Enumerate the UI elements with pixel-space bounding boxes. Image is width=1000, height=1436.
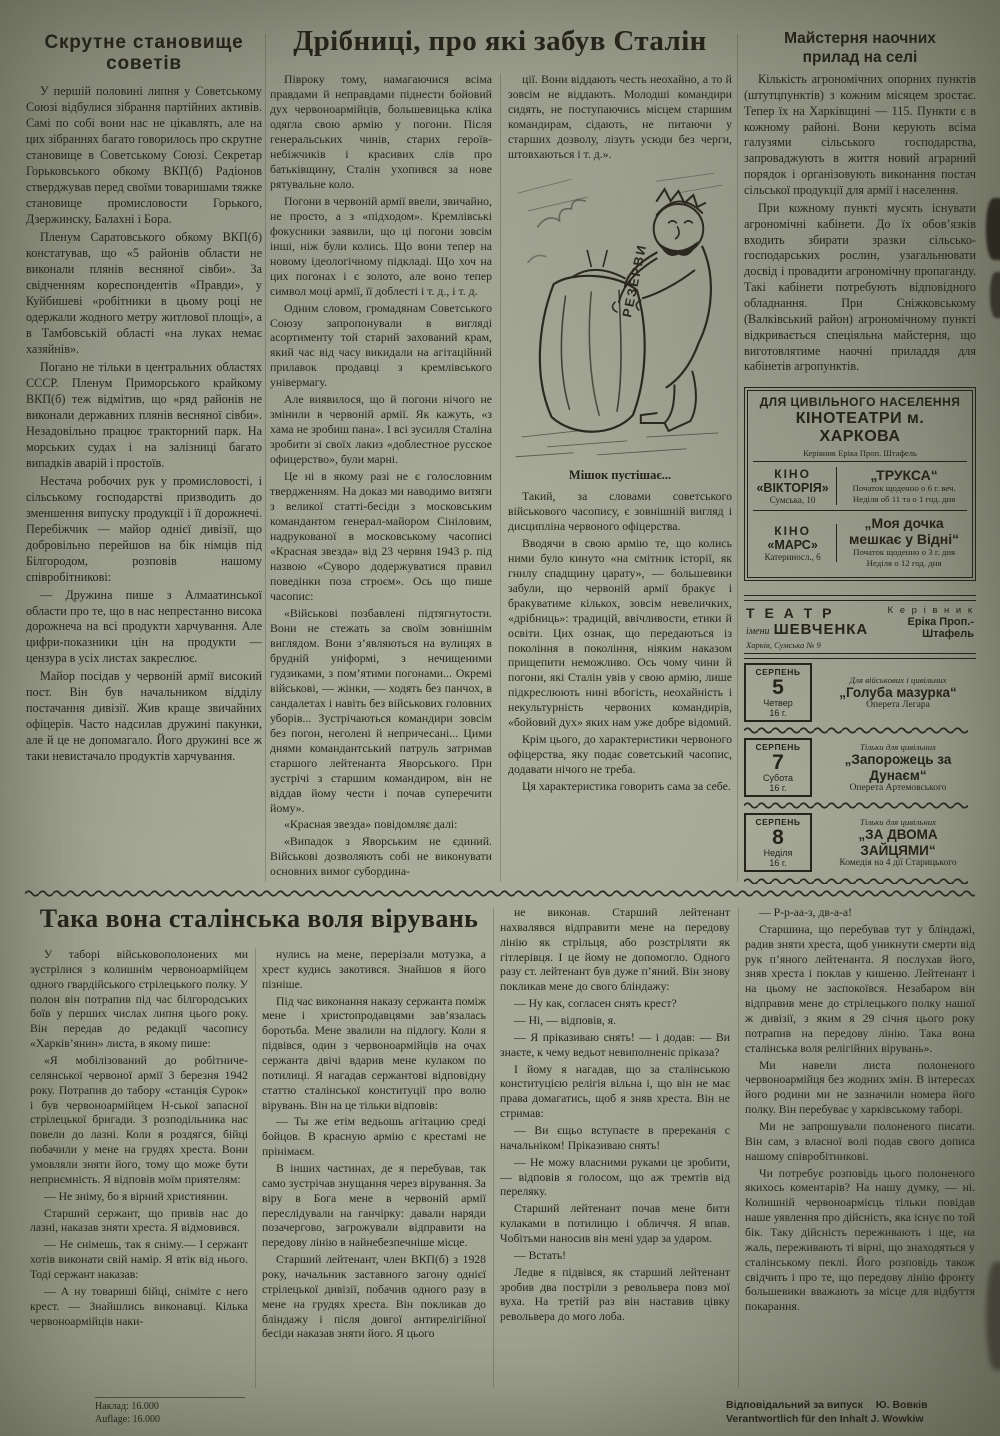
paragraph: — А ну товариші бійці, сніміте с него крест. — Знайшлись виконавці. Кілька червоноармійців наки- (30, 1284, 248, 1328)
paragraph: — Ні, — відповів, я. (514, 1014, 616, 1028)
show-date-box (744, 813, 812, 872)
paragraph: «Військові позбавлені підтягнутости. Вони не стежать за своїм зовнішнім виглядом. Вони з’являються на вулицях в брудній уніформі, з нечищеними гудзиками, з пом’ятими погонами... Окремі військові, — жінки, — ходять без панчох, в сандалетах і навіть без військових головних уборів... Зустрічаються командири зовсім без погон, неголені й непричесані... Цими днями командантський патруль затримав старшого лейтенанта Яворського. При зустрічі з старшим командиром, він не віддав йому чести і почав суперечити йому». (270, 605, 492, 815)
paragraph: — Не можу власними руками це зробити, — відповів я голосом, що аж тремтів від переляку. (500, 1155, 730, 1199)
article-volia-col3 (500, 906, 730, 1390)
article-volia-col4 (745, 906, 975, 1390)
show-day: 5 (772, 676, 784, 700)
print-run (95, 1397, 245, 1426)
show-day: 7 (772, 751, 784, 775)
cinema-label: КІНО (774, 467, 811, 482)
paragraph: Нестача робочих рук у промисловості, і сільському господарстві призводить до зменшення випуску продукції і її дорожнечі. Перебіжчик — майор однієї дивізії, що добровільно перейшов на бік німців під Білгородом, розповів нашому співробітникові: (26, 473, 262, 584)
cinema-name: «МАРС» (767, 537, 818, 552)
show-audience: Тільки для цивільних (859, 742, 937, 753)
show-month: СЕРПЕНЬ (755, 667, 801, 678)
paragraph: Майор посідав у червоній армії високий пост. Він був начальником відділу постачання дивізії. Жив краще звичайних офіцерів. Часто надсилав дружині пакунки, але й це не допомагало. Його дружині все ж таки невистачало продуктів харчування. (26, 669, 262, 764)
cinema-listing-viktoria (753, 464, 967, 508)
paragraph: Старший лейтенант, член ВКП(б) з 1928 року, начальник заставного загону однієї стрілецької дивізії, побачив одного разу в мене на грудях хреста. Він покликав до бліндажу і після довгої антирелігійної бесіди наказав зняти його. Я цього (262, 1253, 486, 1341)
cinema-listing-mars (753, 513, 967, 572)
paragraph: Пленум Саратовського обкому ВКП(б) констатував, що «5 районів области не виконали плянів весняної сівби». За свідченням кореспондентів «Правди», у Куйбишеві «робітники в цьому році не одержали жодного метру житлової площі», а в Тамбовській області «на луках немає хазяйнів». (26, 229, 262, 356)
cinema-ad-header: ДЛЯ ЦИВІЛЬНОГО НАСЕЛЕННЯ (759, 395, 961, 410)
article-dribnytsi-headline: Дрібниці, про які забув Сталін (293, 25, 707, 57)
cinema-label: КІНО (774, 523, 811, 538)
responsible-label: Відповідальний за випуск (726, 1399, 863, 1411)
paragraph: При кожному пункті мусять існувати агрономічні кабінети. До їх обов’язків входить збирати зразки сільсько-господарських рослин, узагальнювати досвід і провадити агрономічну пропаганду. Такі кабінети потребують відповідного обладнання. При Сніжковському (Валківський район) агрономічному пункті відкривається спеціяльна майстерня, що виготовлятиме наочні приладдя для кабінетів агропунктів. (744, 200, 976, 374)
headline-line: прилад на селі (802, 48, 918, 66)
paragraph: У таборі військовополонених ми зустрілися з колишнім червоноармійцем одного гвардійського стрілецького полку. У полон він потрапив під час білгородських боїв у перших числах липня цього року. Він передав до редакції часопису «Харків’янин» листа, в якому пише: (30, 948, 248, 1051)
paragraph: У першій половині липня у Советському Союзі відбулися зібрання партійних активів. Самі по собі вони нас не цікавлять, але на цих зібраннях багато говорилось про скрутне становище в Советському Союзі. Секретар Горьковського обкому ВКП(б) Радіонов стверджував перед своїми товаришами тяжке становище промисловости Горького, Дзержинску, Балахні і Бора. (26, 84, 262, 226)
film-time: Початок щоденно о 6 г. веч. (852, 483, 956, 494)
show-day: 8 (772, 826, 784, 850)
theater-label: Т Е А Т Р (746, 605, 835, 622)
paragraph: — Я пріказиваю снять! — і додав: — Ви знаєте, к чему ведьот невиполненіє пріказа? (500, 1030, 730, 1059)
paragraph: Кількість агрономічних опорних пунктів (штутцпунктів) з кожним місяцем зростає. Тепер їх на Харківщині — 115. Пункти є в кожному районі. Вони керують всіма галузями сільського господарства, запроваджують в життя новий аграрний порядок і організовують виконання постач сільської продукції для армії і населення. (744, 72, 976, 198)
paragraph: «Красная звезда» повідомляє далі: (284, 817, 458, 832)
ink-smudge (986, 198, 1000, 260)
paragraph: Погони в червоній армії ввели, звичайно, не просто, а з «підходом». Кремлівські фокусники заявили, що ці погони зовсім інші, ніж були колись. Що вони тепер на новому ідеологічному підкладі. Що хоч на цих погонах і є золото, але воно тепер символ моці армії, її доблесті і т. д., і т. д. (270, 193, 492, 298)
article-sovety-body (26, 84, 262, 890)
wavy-divider (744, 877, 968, 884)
film-time: Неділя об 11 та о 1 год. дня (852, 494, 956, 505)
paragraph: — Р-р-аа-з, дв-а-а! (759, 906, 852, 919)
article-dribnytsi-col1 (270, 72, 492, 884)
paragraph: Старший лейтенант почав мене бити кулаками в потилицю і обличчя. Я впав. Чобітьми наносив він мені удар за ударом. (500, 1202, 730, 1246)
show-time: 16 г. (769, 783, 787, 794)
column-rule (493, 908, 494, 1388)
paragraph: Ми навели листа полоненого червоноармійця без жодних змін. В інтересах його родини ми не зазначили номера його полку. Він перебуває у харківському таборі. (745, 1058, 975, 1117)
show-info (820, 675, 976, 711)
paragraph: — Ну как, согласен снять крест? (514, 997, 677, 1011)
theater-imeny: імени (746, 626, 770, 638)
show-title: „Запорожець за Дунаєм“ (844, 752, 952, 783)
article-sovety-headline (26, 32, 262, 75)
paragraph: — Ви єщьо вступаєте в пререканія с начальніком! Пріказиваю снять! (500, 1124, 730, 1152)
show-weekday: Субота (762, 773, 794, 784)
responsible-line (726, 1398, 978, 1412)
article-dribnytsi-col2 (508, 72, 732, 884)
cinema-ad-director: Керівник Еріка Проп. Штафель (803, 448, 917, 459)
show-row (744, 809, 976, 876)
cartoon-caption: Мішок пустішає... (568, 467, 672, 482)
director-label: К е р і в н и к (887, 605, 974, 617)
paragraph: Це ні в якому разі не є голословним твердженням. На доказ ми наводимо витяги з великої статті-бесіди з московським командантом генерал-майором Сініловим, надрукованої в московському часописі «Красная звезда» від 23 червня 1943 р. під назвою «Суворо додержуватися правил поведінки поза строєм». Ось що пише часопис: (270, 469, 492, 603)
article-dribnytsi-col2-top (508, 72, 732, 162)
show-weekday: Четвер (763, 698, 793, 709)
show-row (744, 659, 976, 726)
show-month: СЕРПЕНЬ (755, 742, 801, 753)
paragraph: — Ты же етім ведьошь агітацию среді бойцов. В красную армію с крестамі не прінімаєм. (262, 1115, 486, 1159)
show-audience: Для військових і цивільних (849, 674, 947, 685)
cinema-address: Сумська, 10 (769, 495, 816, 506)
cinema-ad-box (744, 387, 976, 581)
column-rule (255, 948, 256, 1388)
cinema-address: Катериносл., 6 (764, 551, 821, 562)
paragraph: Одним словом, громадянам Советського Союзу запропонували в вигляді асортименту той старий захований крам, який час від часу викидали на агітаційний прилавок продавці з кремлівського універмагу. (270, 300, 492, 390)
theater-name-block (746, 605, 868, 650)
rule (753, 461, 967, 462)
theater-director-block (868, 605, 974, 640)
film-time: Початок щоденно о 3 г. дня (853, 547, 956, 558)
show-row (744, 734, 976, 801)
headline-line: Скрутне становище (44, 32, 244, 53)
responsible-name: Ю. Вовків (875, 1399, 928, 1411)
cinema-ad-title: КІНОТЕАТРИ м. ХАРКОВА (795, 410, 925, 446)
rule (753, 510, 967, 511)
film-title: „ТРУКСА“ (870, 466, 938, 483)
cinema-name-block (753, 467, 837, 505)
show-audience: Тільки для цивільних (859, 817, 937, 828)
paragraph: Вводячи в свою армію те, що колись ними було кинуто «на смітник історії, як гнилу спадщину царату», — большевики забули, що червоній армії бракує і бракуватиме кількох, зовсім невеличких, «дрібниць»: традицій, ввічливости, етики й освіти. Цих ознак, що передаються із покоління в покоління, ніяким наказом прищепити неможливо. Ось чому чини й погони, які Сталін увів у свою армію, лише підкреслюють нині вбогість, неохайність і некультурність червоних командирів, «бойовий дух» яких нам уже добре відомий. (508, 535, 732, 730)
ink-smudge (990, 272, 1000, 318)
wavy-divider (744, 801, 968, 809)
cartoon-sack-label: РЕЗЕРВИ (619, 242, 650, 319)
theater-header (744, 601, 976, 653)
column-rule (265, 34, 266, 882)
show-info (820, 817, 976, 868)
show-title: „ЗА ДВОМА ЗАЙЦЯМИ“ (858, 827, 938, 858)
cinema-film-block (837, 516, 967, 569)
article-volia-headline: Така вона сталінська воля вірувань (39, 904, 479, 933)
theater-address: Харків, Сумська № 9 (746, 640, 821, 651)
article-volia-col1 (30, 948, 248, 1390)
section-wavy-divider (25, 889, 975, 898)
cartoon-stalin-sack (508, 166, 732, 466)
theater-name: ШЕВЧЕНКА (773, 621, 869, 639)
paragraph: В інших частинах, де я перебував, так само зустрічав знущання через вірування. За віру в Бога мене в червоній армії переслідували на ганчірку: давали наряди позачергово, загрожували відправити на передову лінію в найнебезпечніше місце. (262, 1162, 486, 1250)
theater-ad (744, 595, 976, 884)
imprint (726, 1398, 978, 1426)
headline-line: советів (106, 53, 182, 75)
show-date-box (744, 663, 812, 722)
paragraph: — Дружина пише з Алмаатинської области про те, що в нас непрестанно висока дорожнеча на всі продукти харчування. Але цифри-показники цін на продукти — цензура в усіх листах закреслює. (26, 587, 262, 666)
paragraph: Такий, за словами советського військового часопису, є зовнішній вигляд і дисципліна червоного офіцерства. (508, 488, 732, 533)
show-title: „Голуба мазурка“ (839, 684, 957, 700)
show-subtitle: Комедія на 4 дії Старицького (839, 858, 957, 869)
cartoon-figure (508, 166, 732, 483)
show-time: 16 г. (769, 708, 787, 719)
column-rule (738, 908, 739, 1388)
show-info (820, 742, 976, 793)
paragraph: Але виявилося, що й погони нічого не змінили в червоній армії. Як кажуть, «з хама не зробиш пана». І всі зусилля Сталіна зробити зі своїх лакиз «доблестное русское офицерство», були марні. (270, 392, 492, 467)
paragraph: ції. Вони віддають честь неохайно, а то й зовсім не віддають. Молодші командири сидять, не поступаючись місцем старшим командирам, сідають, не питаючи у старших дозволу, лізуть усюди без черги, штовхаються і т. д.». (508, 72, 732, 161)
theater-name-line (746, 621, 868, 639)
cinema-name-block (753, 524, 837, 562)
paragraph: Ця характеристика говорить сама за себе. (522, 779, 731, 794)
wavy-divider-block (744, 877, 976, 884)
show-weekday: Неділя (763, 848, 793, 859)
responsible-line-german: Verantwortlich für den Inhalt J. Wowkiw (726, 1413, 924, 1426)
paragraph: — Не снімешь, так я сніму.— І сержант хотів виконати свій намір. Я втік від нього. Тоді сержант наказав: (30, 1238, 248, 1282)
paragraph: Погано не тільки в центральних областях СССР. Пленум Приморського крайкому ВКП(б) теж відмітив, що «ряд районів не виконали державних плянів весняної сівби». Незадовільно працює тракторний парк. На морських судах і на залізниці багато випадків аварій і простоїв. (26, 359, 262, 470)
director-name: Еріка Проп.-Штафель (907, 616, 974, 641)
article-volia-col2 (262, 948, 486, 1390)
article-dribnytsi-col2-bottom (508, 489, 732, 794)
paragraph: не виконав. Старший лейтенант нахвалявся відправити мене на передову лінію як стрільця, або розстріляти як гітлерівця. І це йому не допомогло. Одного разу ст. лейтенант був дуже п’яний. Він знову покликав мене до свого бліндажу: (500, 906, 730, 994)
print-run-ua: Наклад: 16.000 (95, 1401, 159, 1412)
paragraph: Півроку тому, намагаючися всіма правдами й неправдами піднести бойовий дух червоноармійців, большевицька кліка одягла свою армію у погони. Після генеральських чинів, старих героїв-небіжчиків і красивих слів про батьківщину, Сталін ухопився за нове рятувальне коло. (270, 72, 492, 191)
paragraph: Крім цього, до характеристики червоного офіцерства, яку подає советський часопис, додавати нічого не треба. (508, 732, 732, 777)
article-maisternia-headline (744, 30, 976, 67)
film-title: „Моя дочка мешкає у Відні“ (849, 515, 960, 547)
paragraph: Старший сержант, що привів нас до лазні, наказав зняти хреста. Я відмовився. (30, 1206, 248, 1235)
paragraph: нулись на мене, перерізали мотузка, а хрест кудись закотився. Знайшов я його пізніше. (262, 948, 486, 991)
column-rule (500, 74, 501, 882)
paragraph: «Випадок з Яворським не єдиний. Військові дозволяють собі не виконувати основних вимог субордина- (270, 834, 492, 879)
paragraph: Під час виконання наказу сержанта поміж мене і христопродавцями зав’язалась боротьба. Мене звалили на підлогу. Коли я підвівся, один з червоноармійців на очах сержанта двічі вдарив мене кулаком по потилиці. Я нагадав сержантові відповідну статтю сталінської конституції про волю вірувань. Він на це тільки відповів: (262, 994, 486, 1112)
paragraph: Ми не запрошували полоненого писати. Він сам, з власної волі подав свого дописа нашому співробітникові. (745, 1120, 975, 1163)
show-time: 16 г. (769, 858, 787, 869)
ink-smudge (986, 1262, 1000, 1370)
cinema-film-block (837, 468, 967, 505)
paragraph: І йому я нагадав, що за сталінською конституцією релігія вільна і, що він не має права домагатись, щоб я зняв хреста. Він не стримав: (500, 1062, 730, 1121)
headline-line: Майстерня наочних (784, 30, 936, 47)
cinema-name: «ВІКТОРІЯ» (756, 481, 829, 496)
print-run-de: Auflage: 16.000 (95, 1414, 160, 1425)
article-maisternia-body (744, 72, 976, 375)
show-subtitle: Оперета Артемовського (849, 783, 947, 794)
show-subtitle: Оперета Легара (866, 700, 930, 711)
paragraph: Чи потребує розповідь цього полоненого якихось коментарів? На нашу думку, — ні. Колишній червоноармієць тільки повідав наше уявлення про дійсність, яка існує по той бік. Таку дійсність переживають і ще, на жаль, переживають ті вірні, що знаходяться у сталінському пеклі. Його розповідь також свідчить і про те, що передову лінію фронту большевики вважають за місце для відбуття покарання. (745, 1166, 975, 1314)
paragraph: Старшина, що перебував тут у бліндажі, радив зняти хреста, щоб уникнути смерти від рук п’яного лейтенанта. Я послухав його, зняв хреста і поклав у кишеню. Лейтенант і на цьому не заспокоївся. Незабаром він відправив мене до стрілецького полку нашої ж дивізії, з яким я 29 січня цього року потрапив на передову лінію. Така вона сталінська воля релігійних вірувань». (745, 922, 975, 1055)
paragraph: «Я мобілізований до робітниче-селянської червоної армії 3 березня 1942 року. Потрапив до табору «станція Сурок» і був червоноармійцем Н-ської запасної стрілецької бригади. З розподільника нас повели до лазні. Коли я роздягся, бійці побачили у мене на грудях хреста. Вони умовляли зняти його, тому що може бути неприємність. Я відповів моїм приятелям: (30, 1054, 248, 1186)
show-month: СЕРПЕНЬ (755, 817, 801, 828)
column-rule (737, 34, 738, 882)
film-time: Неділя о 12 год. дня (866, 558, 942, 569)
paragraph: — Встать! (514, 1248, 567, 1262)
show-date-box (744, 738, 812, 797)
paragraph: — Не зніму, бо я вірний християнин. (44, 1189, 229, 1203)
paragraph: Ледве я підвівся, як старший лейтенант зробив два постріли з револьвера повз мої вуха. На третій раз він наставив цівку револьвера до мого лоба. (500, 1265, 730, 1324)
right-column (744, 72, 976, 884)
wavy-divider (744, 726, 968, 734)
